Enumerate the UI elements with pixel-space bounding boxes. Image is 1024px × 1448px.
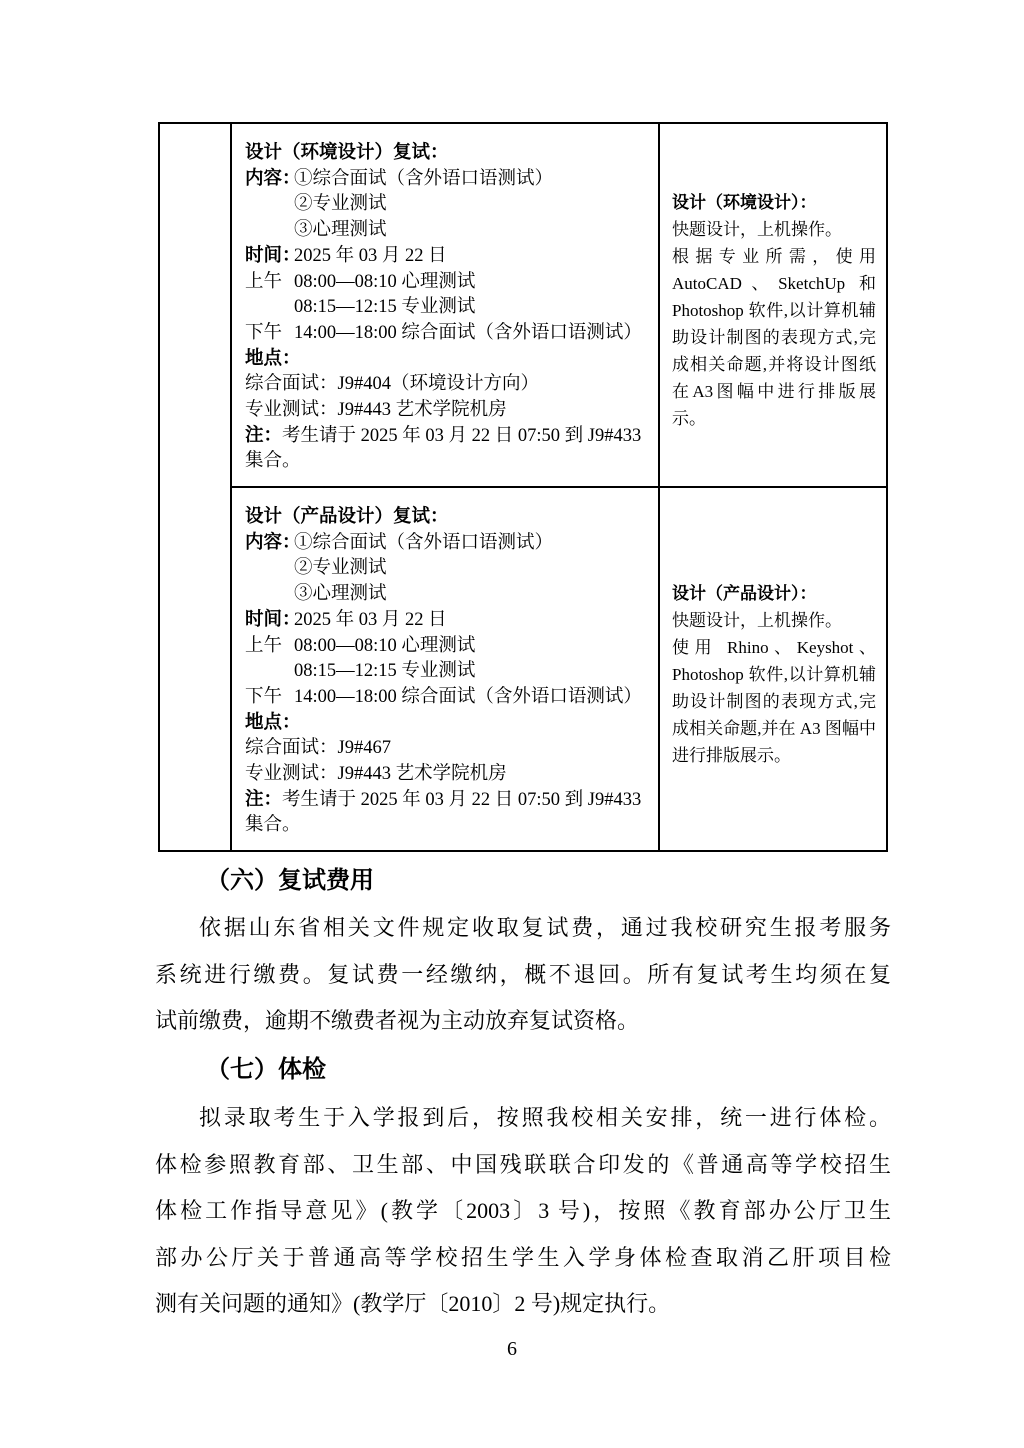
section-heading-physical-exam: （七）体检 (206, 1056, 326, 1083)
content-item-1: ①综合面试（含外语口语测试） (294, 168, 554, 189)
schedule-time-line (245, 244, 654, 270)
schedule-afternoon-line (245, 685, 654, 711)
schedule-title: 设计（产品设计）复试： (245, 507, 449, 527)
content-item-2: ②专业测试 (294, 194, 387, 215)
table-empty-left-cell (160, 124, 232, 850)
content-item-1: ①综合面试（含外语口语测试） (294, 532, 554, 553)
location-line-1: 综合面试：J9#404（环境设计方向） (245, 374, 539, 395)
schedule-title: 设计（环境设计）复试： (245, 143, 449, 163)
time-value: 2025 年 03 月 22 日 (294, 609, 447, 630)
schedule-cell-product-design (232, 488, 660, 850)
paragraph-line: 依据山东省相关文件规定收取复试费，通过我校研究生报考服务 (199, 915, 891, 940)
content-item-2: ②专业测试 (294, 558, 387, 579)
description-cell-product-design (660, 488, 886, 850)
description-title: 设计（环境设计）： (672, 192, 817, 212)
schedule-time-line (245, 608, 654, 634)
morning-slot-2: 08:15—12:15 专业测试 (294, 661, 476, 682)
schedule-cell-environment-design (232, 124, 660, 488)
paragraph-line: 拟录取考生于入学报到后，按照我校相关安排，统一进行体检。 (199, 1105, 891, 1130)
time-label: 时间： (245, 609, 301, 630)
content-item-3: ③心理测试 (294, 220, 387, 241)
schedule-morning-line (245, 270, 654, 296)
schedule-morning-line (245, 634, 654, 660)
paragraph-line: 测有关问题的通知》(教学厅〔2010〕2 号)规定执行。 (155, 1291, 671, 1316)
schedule-afternoon-line (245, 321, 654, 347)
content-label: 内容： (245, 168, 301, 189)
section-heading-fee: （六）复试费用 (206, 867, 374, 894)
note-text: 考生请于 2025 年 03 月 22 日 07:50 到 J9#433 集合。 (245, 789, 642, 836)
location-line-2: 专业测试：J9#443 艺术学院机房 (245, 764, 507, 785)
paragraph-line: 试前缴费，逾期不缴费者视为主动放弃复试资格。 (155, 1008, 640, 1033)
morning-label: 上午 (245, 271, 283, 292)
afternoon-label: 下午 (245, 322, 283, 343)
morning-slot-2: 08:15—12:15 专业测试 (294, 297, 476, 318)
content-label: 内容： (245, 532, 301, 553)
schedule-content-line (245, 167, 654, 193)
paragraph-line: 体检工作指导意见》(教学〔2003〕3 号)，按照《教育部办公厅卫生 (155, 1198, 891, 1223)
afternoon-slot: 14:00—18:00 综合面试（含外语口语测试） (294, 686, 642, 707)
description-intro: 快题设计，上机操作。 (672, 610, 842, 630)
description-title: 设计（产品设计）： (672, 583, 817, 603)
schedule-note (245, 788, 654, 839)
section-physical-exam-paragraph (155, 1095, 891, 1328)
content-item-3: ③心理测试 (294, 584, 387, 605)
page-number: 6 (507, 1338, 517, 1360)
section-fee-paragraph (155, 905, 891, 1045)
location-line-1: 综合面试：J9#467 (245, 738, 391, 759)
afternoon-slot: 14:00—18:00 综合面试（含外语口语测试） (294, 322, 642, 343)
morning-slot-1: 08:00—08:10 心理测试 (294, 271, 476, 292)
note-label: 注： (245, 789, 283, 810)
schedule-content-line (245, 531, 654, 557)
description-body: 使用 Rhino、Keyshot、Photoshop 软件,以计算机辅助设计制图的表现方式,完成相关命题,并在 A3 图幅中进行排版展示。 (672, 637, 876, 765)
description-body: 根据专业所需，使用 AutoCAD、SketchUp 和 Photoshop 软件,以计算机辅助设计制图的表现方式,完成相关命题,并将设计图纸在A3图幅中进行排版展示。 (672, 246, 876, 428)
paragraph-line: 部办公厅关于普通高等学校招生学生入学身体检查取消乙肝项目检 (155, 1244, 891, 1270)
description-cell-environment-design (660, 124, 886, 488)
afternoon-label: 下午 (245, 686, 283, 707)
location-label: 地点： (245, 348, 301, 369)
time-label: 时间： (245, 245, 301, 266)
note-text: 考生请于 2025 年 03 月 22 日 07:50 到 J9#433 集合。 (245, 425, 642, 472)
exam-schedule-table (158, 122, 888, 852)
morning-slot-1: 08:00—08:10 心理测试 (294, 635, 476, 656)
paragraph-line: 体检参照教育部、卫生部、中国残联联合印发的《普通高等学校招生 (155, 1151, 891, 1177)
schedule-note (245, 424, 654, 475)
description-intro: 快题设计，上机操作。 (672, 219, 842, 239)
note-label: 注： (245, 425, 283, 446)
time-value: 2025 年 03 月 22 日 (294, 245, 447, 266)
location-line-2: 专业测试：J9#443 艺术学院机房 (245, 400, 507, 421)
location-label: 地点： (245, 712, 301, 733)
morning-label: 上午 (245, 635, 283, 656)
paragraph-line: 系统进行缴费。复试费一经缴纳，概不退回。所有复试考生均须在复 (155, 961, 891, 987)
